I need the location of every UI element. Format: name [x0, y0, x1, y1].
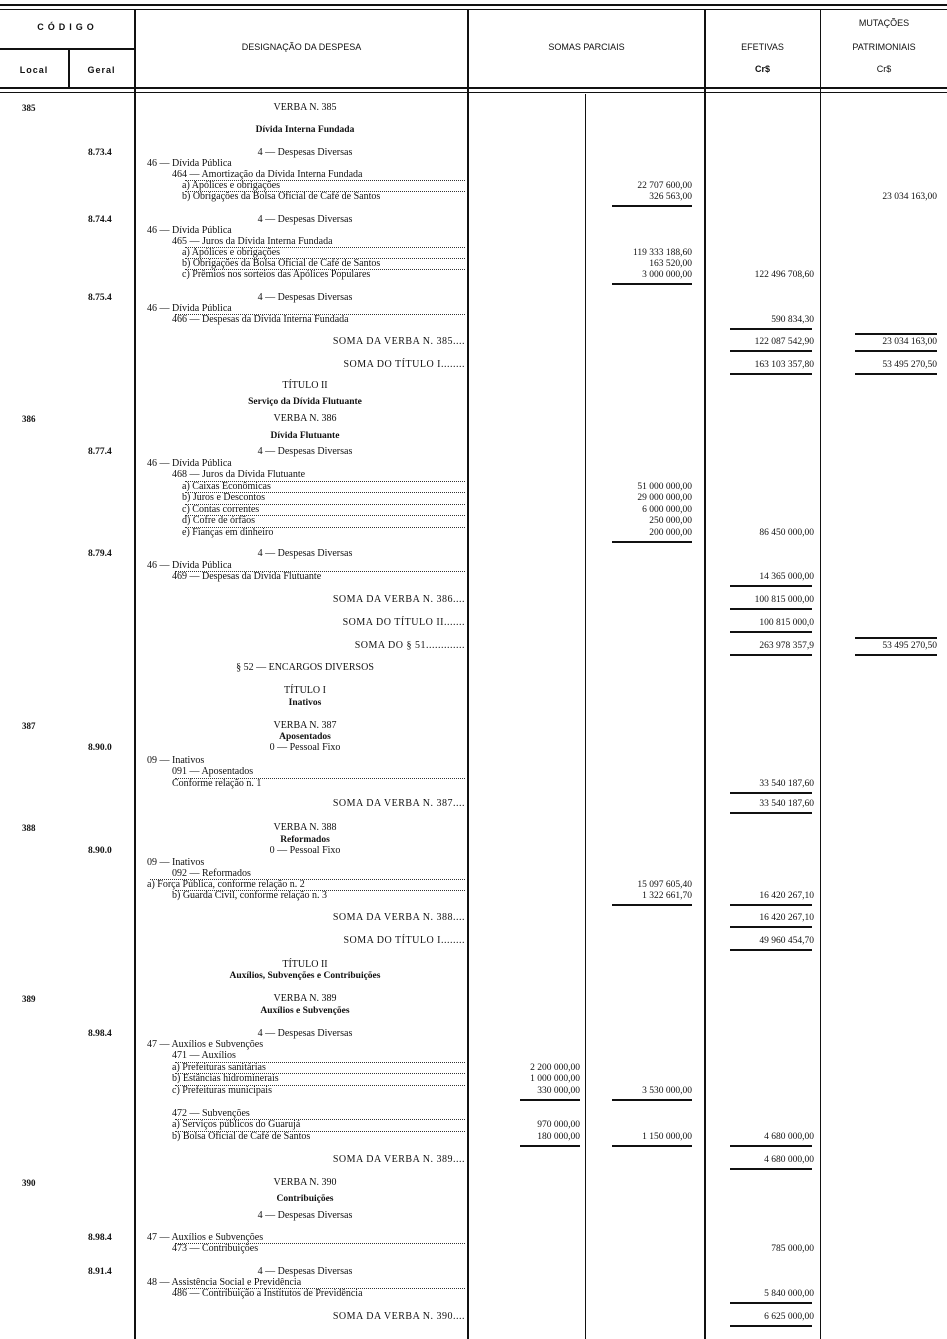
designacao-text: 0 — Pessoal Fixo — [269, 845, 341, 856]
table-row — [0, 380, 947, 392]
table-row — [0, 571, 947, 583]
codigo-local: 386 — [22, 414, 36, 424]
total-rule — [730, 949, 812, 951]
valor-efetivas: 100 815 000,0 — [759, 618, 814, 628]
table-row — [0, 935, 947, 947]
top-rule — [0, 4, 947, 6]
header-mutacoes: MUTAÇÕES — [858, 18, 910, 28]
header-bottom-rule-2 — [0, 92, 947, 93]
valor-efetivas: 16 420 267,10 — [759, 891, 814, 901]
designacao — [147, 879, 465, 890]
table-row — [0, 413, 947, 425]
table-row — [0, 778, 947, 790]
header-somas-parciais: SOMAS PARCIAIS — [548, 42, 625, 52]
valor-efetivas: 5 840 000,00 — [764, 1289, 814, 1299]
valor-efetivas: 590 834,30 — [771, 315, 814, 325]
header-codigo: CÓDIGO — [37, 22, 98, 32]
designacao-text: 4 — Despesas Diversas — [257, 1210, 353, 1221]
designacao-text: Auxílios e Subvenções — [260, 1006, 350, 1016]
table-row — [0, 742, 947, 754]
soma-parcial-2: 1 322 661,70 — [642, 891, 692, 901]
total-rule — [855, 654, 937, 656]
designacao-text: 47 — Auxílios e Subvenções — [147, 1232, 264, 1243]
designacao — [172, 571, 465, 582]
designacao-text: b) Guarda Civil, conforme relação n. 3 — [172, 890, 327, 901]
soma-parcial-2: 15 097 605,40 — [637, 880, 692, 890]
valor-efetivas: 263 978 357,9 — [759, 641, 814, 651]
designacao-text: a) Apólices e obrigações — [182, 180, 281, 191]
designacao-text: § 52 — ENCARGOS DIVERSOS — [236, 662, 374, 673]
header-mutacoes-unit: Cr$ — [876, 64, 892, 74]
soma-parcial-1: 1 000 000,00 — [530, 1074, 580, 1084]
total-rule — [730, 926, 812, 928]
soma-parcial-2: 6 000 000,00 — [642, 505, 692, 515]
codigo-geral: 8.79.4 — [88, 549, 112, 559]
designacao-text: 4 — Despesas Diversas — [257, 548, 353, 559]
designacao-text: Reformados — [280, 835, 330, 845]
table-row — [0, 822, 947, 834]
total-rule — [612, 283, 692, 285]
table-row — [0, 102, 947, 114]
table-row — [0, 1005, 947, 1017]
designacao-text: 46 — Dívida Pública — [147, 458, 232, 469]
codigo-geral: 8.90.0 — [88, 743, 112, 753]
designacao-text: c) Prefeituras municipais — [172, 1085, 272, 1096]
table-row — [0, 469, 947, 481]
designacao-text: 091 — Aposentados — [172, 766, 254, 777]
valor-efetivas: 785 000,00 — [771, 1244, 814, 1254]
designacao-text: VERBA N. 385 — [273, 102, 337, 113]
designacao — [172, 314, 465, 325]
designacao-text: SOMA DA VERBA N. 387.... — [332, 798, 465, 809]
designacao-text: b) Juros e Descontos — [182, 492, 266, 503]
total-rule — [612, 1099, 692, 1101]
designacao-text: 46 — Dívida Pública — [147, 158, 232, 169]
designacao-text: 09 — Inativos — [147, 755, 205, 766]
designacao-text: SOMA DA VERBA N. 385.... — [332, 336, 465, 347]
table-row — [0, 1085, 947, 1097]
total-rule — [730, 350, 812, 352]
valor-efetivas: 33 540 187,60 — [759, 779, 814, 789]
table-row — [0, 845, 947, 857]
total-rule — [855, 373, 937, 375]
table-row — [0, 1177, 947, 1189]
soma-parcial-2: 1 150 000,00 — [642, 1132, 692, 1142]
table-row — [0, 1073, 947, 1085]
table-row — [0, 314, 947, 326]
total-rule — [730, 654, 812, 656]
total-rule — [520, 1145, 580, 1147]
valor-mutacoes-patrimoniais: 23 034 163,00 — [882, 192, 937, 202]
table-row — [0, 1243, 947, 1255]
soma-parcial-1: 330 000,00 — [537, 1086, 580, 1096]
valor-efetivas: 4 680 000,00 — [764, 1132, 814, 1142]
codigo-geral: 8.77.4 — [88, 447, 112, 457]
total-rule — [612, 541, 692, 543]
designacao-text: 473 — Contribuições — [172, 1243, 259, 1254]
soma-parcial-2: 250 000,00 — [649, 516, 692, 526]
total-rule — [855, 350, 937, 352]
total-rule — [730, 1325, 812, 1327]
soma-parcial-1: 2 200 000,00 — [530, 1063, 580, 1073]
table-row — [0, 336, 947, 348]
soma-parcial-2: 326 563,00 — [649, 192, 692, 202]
designacao-text: Serviço da Dívida Flutuante — [248, 397, 362, 407]
designacao-text: 46 — Dívida Pública — [147, 225, 232, 236]
total-rule — [730, 812, 812, 814]
codigo-geral: 8.73.4 — [88, 148, 112, 158]
soma-parcial-1: 970 000,00 — [537, 1120, 580, 1130]
designacao-text: b) Estâncias hidrominerais — [172, 1073, 279, 1084]
designacao-text: VERBA N. 389 — [273, 993, 337, 1004]
table-row — [0, 548, 947, 560]
designacao-text: 4 — Despesas Diversas — [257, 147, 353, 158]
designacao — [172, 1119, 465, 1130]
total-rule — [730, 585, 812, 587]
header-efetivas-unit: Cr$ — [754, 64, 770, 74]
table-row — [0, 993, 947, 1005]
designacao-text: 466 — Despesas da Dívida Interna Fundada — [172, 314, 349, 325]
designacao — [172, 1073, 465, 1084]
table-row — [0, 1288, 947, 1300]
table-row — [0, 970, 947, 982]
designacao-text: Contribuições — [276, 1194, 334, 1204]
table-row — [0, 446, 947, 458]
table-row — [0, 492, 947, 504]
header-designacao: DESIGNAÇÃO DA DESPESA — [241, 42, 362, 52]
table-row — [0, 697, 947, 709]
total-rule — [730, 792, 812, 794]
designacao-text: 47 — Auxílios e Subvenções — [147, 1039, 264, 1050]
valor-mutacoes-patrimoniais: 53 495 270,50 — [882, 360, 937, 370]
designacao-text: a) Caixas Econômicas — [182, 481, 271, 492]
designacao-text: 471 — Auxílios — [172, 1050, 236, 1061]
table-row — [0, 640, 947, 652]
total-rule — [730, 328, 812, 330]
codigo-local: 389 — [22, 994, 36, 1004]
designacao-text: b) Obrigações da Bolsa Oficial de Café de Santos — [182, 191, 381, 202]
total-rule — [612, 904, 692, 906]
table-row — [0, 396, 947, 408]
soma-parcial-1: 180 000,00 — [537, 1132, 580, 1142]
designacao-text: Aposentados — [279, 732, 331, 742]
designacao-text: SOMA DO TÍTULO I........ — [343, 359, 465, 370]
valor-efetivas: 100 815 000,00 — [754, 595, 814, 605]
designacao — [172, 890, 465, 901]
valor-efetivas: 16 420 267,10 — [759, 913, 814, 923]
designacao-text: 4 — Despesas Diversas — [257, 1028, 353, 1039]
designacao — [182, 191, 465, 202]
designacao — [172, 1288, 465, 1299]
valor-efetivas: 122 087 542,90 — [754, 337, 814, 347]
table-row — [0, 798, 947, 810]
table-row — [0, 766, 947, 778]
designacao-text: SOMA DA VERBA N. 390.... — [332, 1311, 465, 1322]
designacao-text: 472 — Subvenções — [172, 1108, 250, 1119]
codigo-geral: 8.90.0 — [88, 846, 112, 856]
designacao — [172, 778, 465, 789]
designacao — [182, 269, 465, 280]
codigo-geral: 8.74.4 — [88, 215, 112, 225]
total-rule — [730, 1168, 812, 1170]
valor-efetivas: 86 450 000,00 — [759, 528, 814, 538]
valor-efetivas: 163 103 357,80 — [754, 360, 814, 370]
table-row — [0, 124, 947, 136]
soma-parcial-2: 3 530 000,00 — [642, 1086, 692, 1096]
designacao-text: 09 — Inativos — [147, 857, 205, 868]
total-rule — [730, 1302, 812, 1304]
table-row — [0, 1193, 947, 1205]
header-efetivas: EFETIVAS — [741, 42, 784, 52]
designacao-text: SOMA DA VERBA N. 388.... — [332, 912, 465, 923]
designacao — [182, 515, 465, 526]
header-bottom-rule — [0, 87, 947, 89]
designacao — [172, 1131, 465, 1142]
soma-parcial-2: 29 000 000,00 — [637, 493, 692, 503]
table-row — [0, 515, 947, 527]
soma-parcial-2: 22 707 600,00 — [637, 181, 692, 191]
table-row — [0, 1050, 947, 1062]
designacao — [182, 481, 465, 492]
designacao-text: 465 — Juros da Dívida Interna Fundada — [172, 236, 333, 247]
designacao-text: VERBA N. 388 — [273, 822, 337, 833]
designacao — [182, 180, 465, 191]
designacao — [182, 492, 465, 503]
codigo-geral: 8.75.4 — [88, 293, 112, 303]
table-row — [0, 359, 947, 371]
header-local: Local — [19, 65, 49, 75]
total-rule — [612, 205, 692, 207]
designacao-text: Dívida Flutuante — [270, 431, 340, 441]
designacao-text: c) Prêmios nos sorteios das Apólices Populares — [182, 269, 371, 280]
soma-parcial-2: 51 000 000,00 — [637, 482, 692, 492]
designacao-text: b) Bolsa Oficial de Café de Santos — [172, 1131, 311, 1142]
total-rule — [730, 608, 812, 610]
designacao-text: Dívida Interna Fundada — [255, 125, 355, 135]
codigo-local: 388 — [22, 823, 36, 833]
valor-efetivas: 122 496 708,60 — [754, 270, 814, 280]
designacao-text: VERBA N. 386 — [273, 413, 337, 424]
designacao-text: TÍTULO II — [282, 959, 328, 970]
header-geral: Geral — [87, 65, 116, 75]
designacao-text: c) Contas correntes — [182, 504, 260, 515]
codigo-local: 387 — [22, 721, 36, 731]
designacao-text: Inativos — [288, 698, 322, 708]
designacao-text: SOMA DO TÍTULO I........ — [343, 935, 465, 946]
designacao-text: 46 — Dívida Pública — [147, 560, 232, 571]
total-rule — [855, 637, 937, 639]
codigo-local: 390 — [22, 1178, 36, 1188]
designacao-text: 486 — Contribuição a Institutos de Previdência — [172, 1288, 363, 1299]
table-row — [0, 1131, 947, 1143]
soma-parcial-2: 3 000 000,00 — [642, 270, 692, 280]
designacao — [182, 504, 465, 515]
codigo-geral: 8.98.4 — [88, 1029, 112, 1039]
designacao-text: d) Cofre de órfãos — [182, 515, 256, 526]
designacao-text: 4 — Despesas Diversas — [257, 446, 353, 457]
designacao-text: 468 — Juros da Dívida Flutuante — [172, 469, 306, 480]
designacao-text: VERBA N. 387 — [273, 720, 337, 731]
table-row — [0, 191, 947, 203]
valor-efetivas: 33 540 187,60 — [759, 799, 814, 809]
designacao-text: 0 — Pessoal Fixo — [269, 742, 341, 753]
valor-efetivas: 49 960 454,70 — [759, 936, 814, 946]
designacao-text: e) Fianças em dinheiro — [182, 527, 274, 538]
designacao-text: 469 — Despesas da Dívida Flutuante — [172, 571, 322, 582]
designacao-text: SOMA DA VERBA N. 389.... — [332, 1154, 465, 1165]
total-rule — [612, 1145, 692, 1147]
valor-efetivas: 14 365 000,00 — [759, 572, 814, 582]
soma-parcial-2: 200 000,00 — [649, 528, 692, 538]
designacao-text: SOMA DO § 51............. — [354, 640, 465, 651]
total-rule — [730, 631, 812, 633]
designacao-text: SOMA DA VERBA N. 386.... — [332, 594, 465, 605]
designacao-text: TÍTULO I — [284, 685, 326, 696]
designacao-text: a) Força Pública, conforme relação n. 2 — [147, 879, 305, 890]
designacao-text: 4 — Despesas Diversas — [257, 214, 353, 225]
table-row — [0, 617, 947, 629]
valor-efetivas: 6 625 000,00 — [764, 1312, 814, 1322]
total-rule — [730, 1145, 812, 1147]
valor-mutacoes-patrimoniais: 23 034 163,00 — [882, 337, 937, 347]
table-row — [0, 1210, 947, 1222]
table-row — [0, 662, 947, 674]
total-rule — [730, 373, 812, 375]
top-rule-thin — [0, 9, 947, 10]
header-patrimoniais: PATRIMONIAIS — [852, 42, 916, 52]
table-row — [0, 912, 947, 924]
designacao — [182, 258, 465, 269]
codigo-geral: 8.98.4 — [88, 1233, 112, 1243]
designacao-text: SOMA DO TÍTULO II....... — [342, 617, 465, 628]
designacao-text: VERBA N. 390 — [273, 1177, 337, 1188]
designacao — [182, 247, 465, 258]
total-rule — [730, 904, 812, 906]
table-row — [0, 1154, 947, 1166]
valor-mutacoes-patrimoniais: 53 495 270,50 — [882, 641, 937, 651]
designacao-text: a) Apólices e obrigações — [182, 247, 281, 258]
soma-parcial-2: 163 520,00 — [649, 259, 692, 269]
table-row — [0, 269, 947, 281]
designacao-text: 46 — Dívida Pública — [147, 303, 232, 314]
designacao-text: a) Serviços públicos do Guarujá — [172, 1119, 301, 1130]
table-row — [0, 430, 947, 442]
valor-efetivas: 4 680 000,00 — [764, 1155, 814, 1165]
designacao-text: 4 — Despesas Diversas — [257, 1266, 353, 1277]
table-row — [0, 527, 947, 539]
table-row — [0, 1311, 947, 1323]
designacao-text: 48 — Assistência Social e Previdência — [147, 1277, 302, 1288]
soma-parcial-2: 119 333 188,60 — [632, 248, 692, 258]
total-rule — [520, 1099, 580, 1101]
codigo-geral: 8.91.4 — [88, 1267, 112, 1277]
codigo-local: 385 — [22, 103, 36, 113]
designacao-text: Auxílios, Subvenções e Contribuições — [229, 971, 381, 981]
designacao-text: b) Obrigações da Bolsa Oficial de Café de Santos — [182, 258, 381, 269]
designacao-text: 464 — Amortização da Dívida Interna Fundada — [172, 169, 363, 180]
table-row — [0, 890, 947, 902]
table-row — [0, 594, 947, 606]
designacao-text: TÍTULO II — [282, 380, 328, 391]
designacao — [172, 1085, 465, 1096]
table-row — [0, 685, 947, 697]
designacao-text: 4 — Despesas Diversas — [257, 292, 353, 303]
total-rule — [855, 333, 937, 335]
designacao-text: a) Prefeituras sanitárias — [172, 1062, 266, 1073]
designacao-text: Conforme relação n. 1 — [172, 778, 262, 789]
designacao-text: 092 — Reformados — [172, 868, 251, 879]
table-row — [0, 1119, 947, 1131]
designacao — [182, 527, 465, 538]
designacao — [172, 1062, 465, 1073]
designacao — [172, 1243, 465, 1254]
